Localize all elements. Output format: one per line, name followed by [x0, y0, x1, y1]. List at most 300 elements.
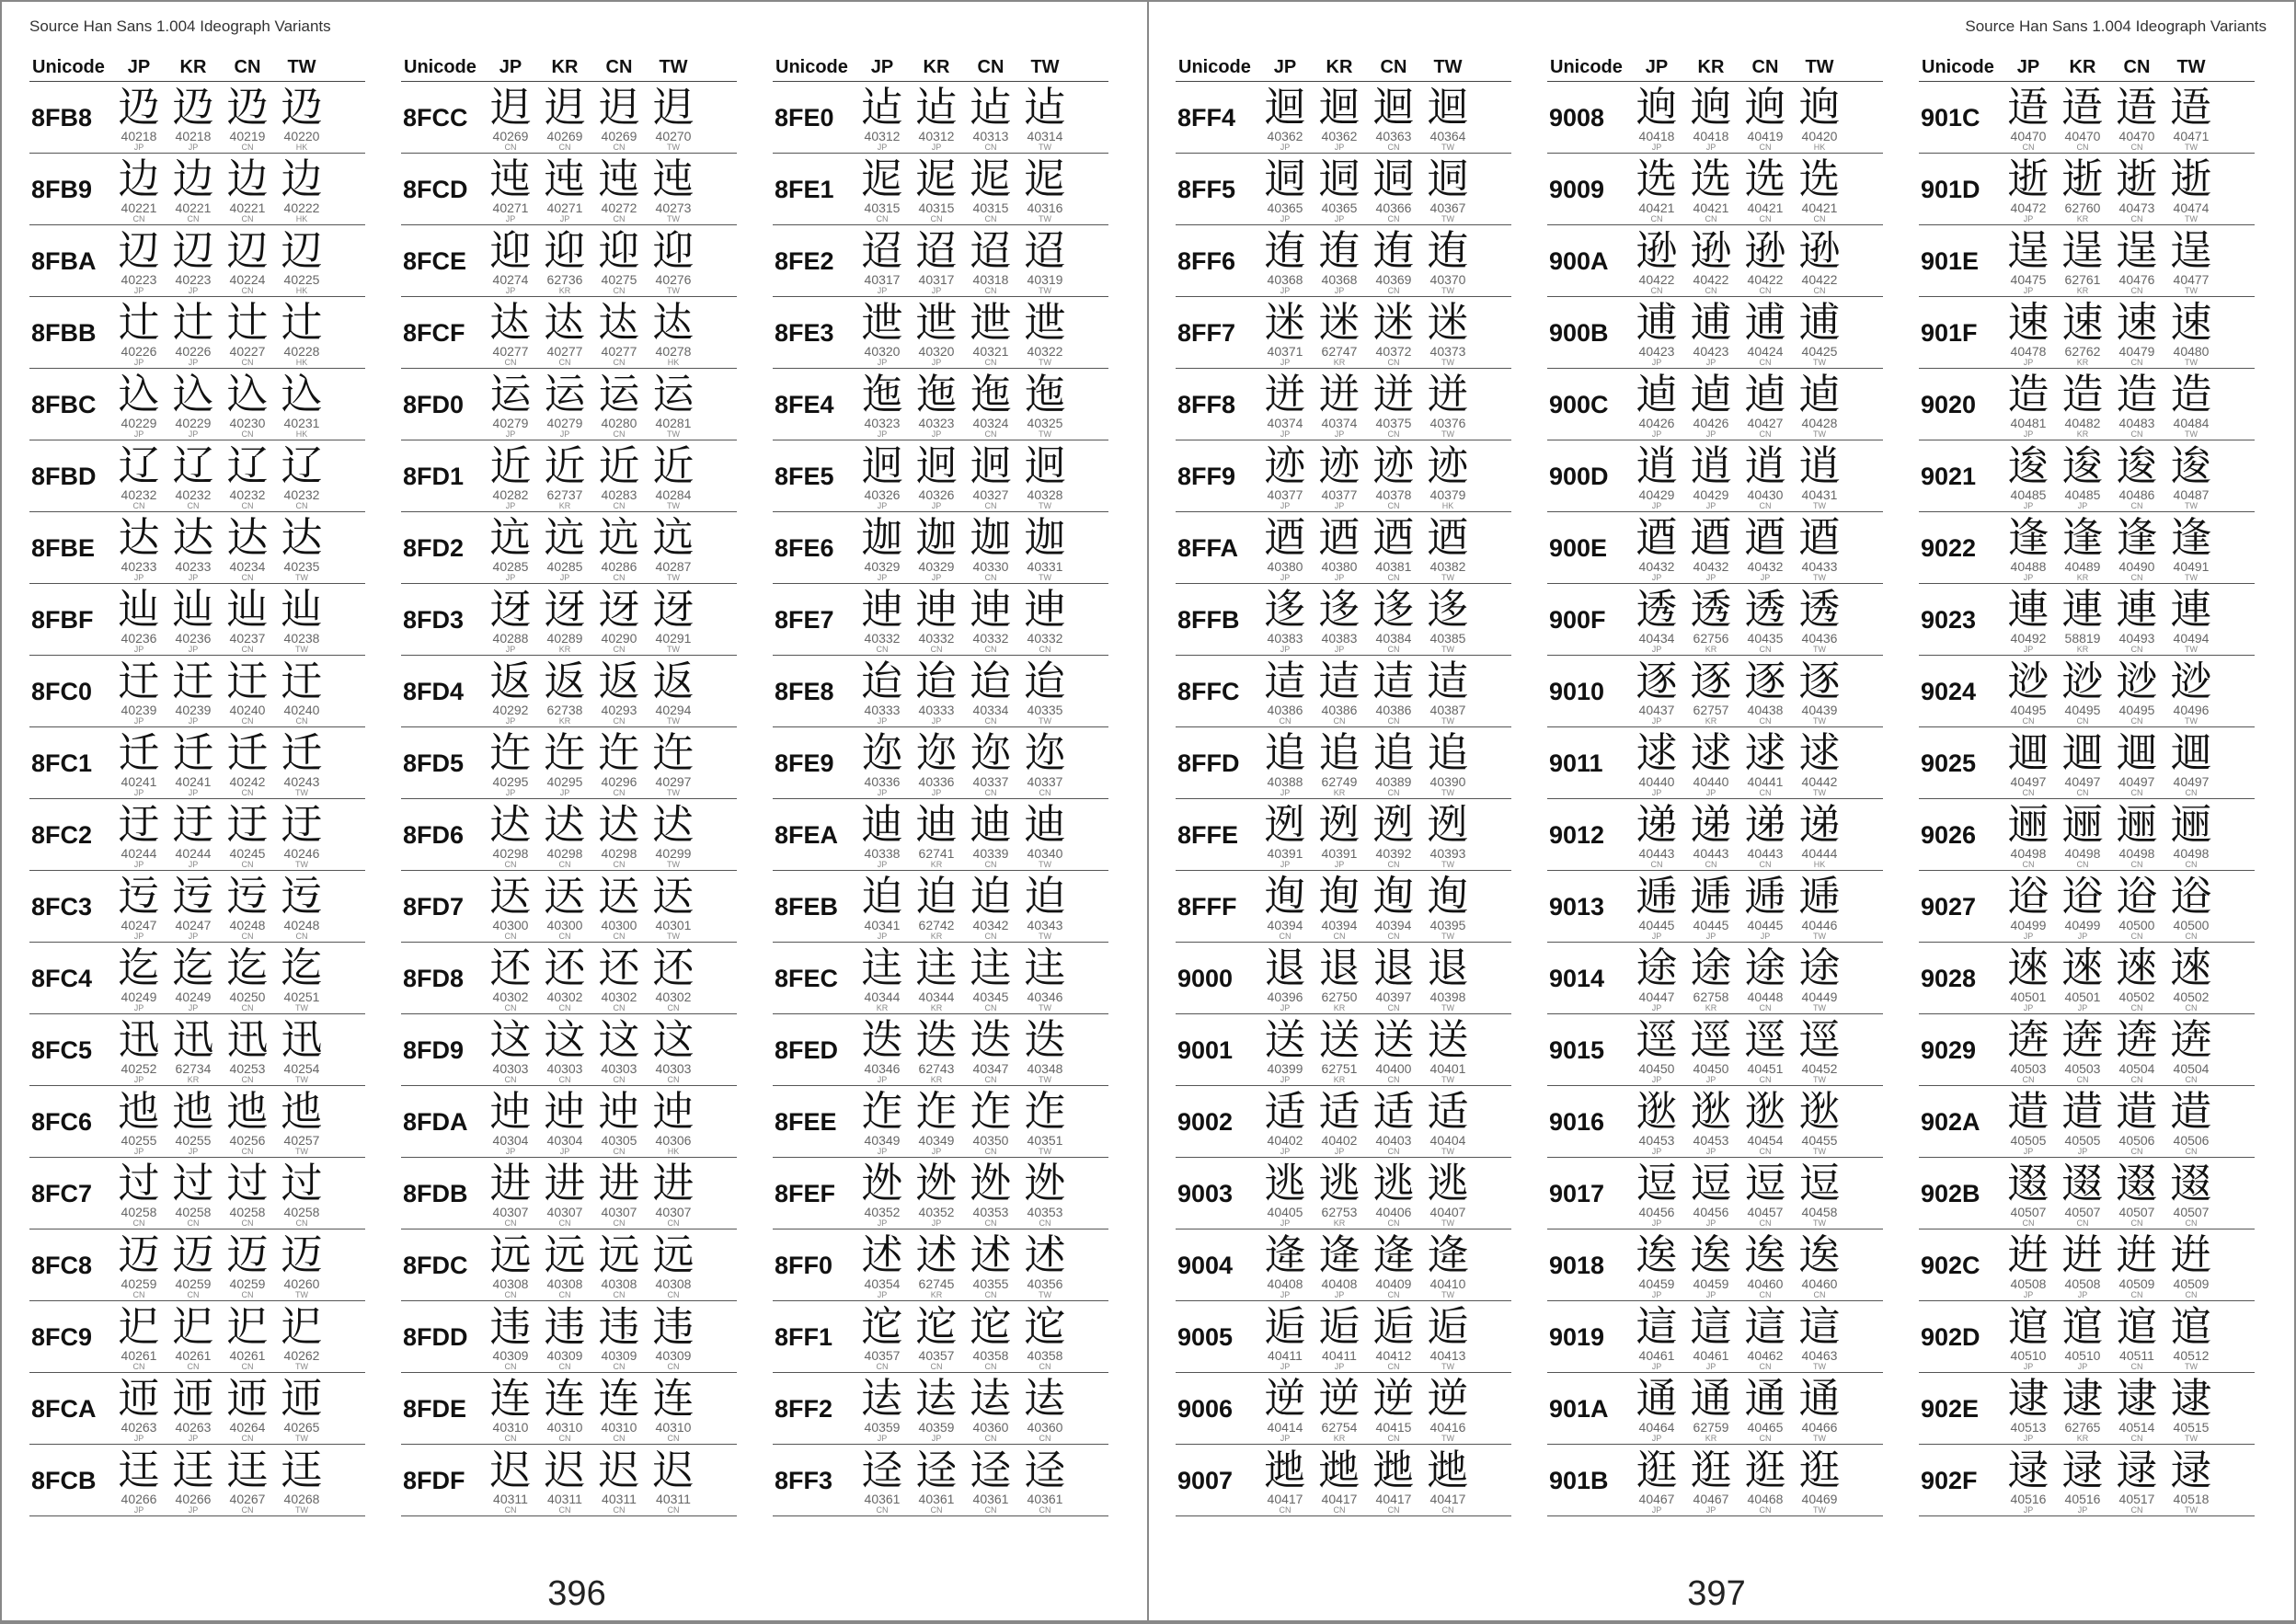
cid-number: 40421 [1801, 200, 1838, 215]
glyph: 迖 [598, 800, 640, 849]
cid-number: 62738 [546, 703, 583, 717]
glyph: 辽 [118, 441, 160, 490]
region-tag: CN [2130, 214, 2143, 223]
cid-number: 40269 [601, 129, 637, 143]
unicode-code: 8FC1 [31, 749, 93, 777]
region-tag: TW [1039, 860, 1051, 869]
glyph: 造 [2061, 370, 2104, 418]
glyph-cell [1792, 872, 1847, 941]
glyph-cell [2001, 154, 2056, 223]
region-tag: TW [2185, 286, 2198, 295]
glyph-cell [220, 154, 275, 223]
cid-number: 40498 [2173, 846, 2210, 861]
cid-number: 40333 [864, 703, 901, 717]
glyph-cell [909, 372, 964, 439]
glyph: 逈 [1636, 83, 1678, 132]
region-tag: JP [2023, 1362, 2034, 1371]
cid-number: 40411 [1322, 1348, 1357, 1363]
glyph: 逖 [1636, 1087, 1678, 1136]
glyph-cell [963, 1230, 1018, 1299]
region-tag: JP [1280, 429, 1291, 439]
table-row [1547, 154, 1883, 225]
glyph: 逈 [1690, 83, 1732, 132]
glyph: 迁 [172, 728, 214, 777]
glyph: 迒 [598, 513, 640, 562]
cid-number: 40237 [229, 631, 266, 646]
glyph-cell [646, 1087, 701, 1156]
glyph: 逊 [1690, 226, 1732, 275]
cid-number: 62761 [2064, 272, 2101, 287]
region-tag: CN [1333, 932, 1346, 941]
region-tag: CN [1039, 645, 1051, 654]
unicode-code: 8FF5 [1177, 176, 1236, 203]
region-tag: CN [930, 214, 943, 223]
glyph: 逓 [1744, 872, 1786, 921]
glyph-cell [1017, 1302, 1073, 1371]
glyph-cell [2001, 1087, 2056, 1156]
cid-number: 40495 [2010, 703, 2047, 717]
region-tag: TW [1039, 1003, 1051, 1012]
unicode-code: 8FBA [31, 247, 97, 275]
glyph-cell [2055, 1087, 2110, 1156]
glyph-cell [855, 513, 910, 582]
unicode-code: 8FF0 [775, 1252, 833, 1279]
glyph-cell [909, 946, 964, 1012]
cid-number: 40248 [283, 918, 320, 932]
glyph-cell [1257, 1230, 1313, 1299]
unicode-code: 8FE1 [775, 176, 834, 203]
region-tag: CN [2130, 860, 2143, 869]
glyph-cell [274, 1087, 329, 1156]
cid-number: 40366 [1375, 200, 1412, 215]
cid-number: 62747 [1321, 344, 1358, 359]
glyph-cell [220, 441, 275, 510]
cid-number: 40308 [655, 1276, 692, 1291]
glyph: 逓 [1636, 872, 1678, 921]
cid-number: 40425 [1801, 344, 1838, 359]
region-tag: JP [1705, 1147, 1716, 1156]
region-tag: JP [1334, 573, 1345, 582]
glyph: 迃 [118, 872, 160, 921]
cid-number: 40463 [1801, 1348, 1838, 1363]
region-tag: JP [133, 788, 144, 797]
glyph-cell [2109, 800, 2164, 869]
cid-number: 40313 [972, 129, 1009, 143]
glyph-cell [963, 800, 1018, 869]
glyph: 辻 [281, 298, 323, 347]
region-tag: JP [931, 1434, 942, 1443]
region-tag: TW [1039, 1075, 1051, 1084]
cid-number: 40274 [492, 272, 529, 287]
cid-number: 40271 [492, 200, 529, 215]
cid-number: 40453 [1693, 1133, 1729, 1148]
unicode-code: 9028 [1921, 965, 1977, 992]
cid-number: 62742 [918, 918, 955, 932]
region-tag: KR [930, 860, 943, 869]
glyph: 迣 [915, 298, 958, 347]
glyph: 逧 [2007, 872, 2049, 921]
glyph: 辺 [226, 226, 269, 275]
cid-number: 40456 [1638, 1205, 1675, 1219]
glyph: 迾 [1427, 800, 1469, 849]
glyph-cell [1312, 1015, 1367, 1084]
glyph: 逪 [2116, 1087, 2158, 1136]
glyph: 迂 [118, 800, 160, 849]
cid-number: 40460 [1747, 1276, 1784, 1291]
region-tag: JP [931, 358, 942, 367]
cid-number: 40501 [2064, 989, 2101, 1004]
glyph: 返 [652, 657, 695, 705]
glyph: 迅 [172, 1015, 214, 1064]
glyph-cell [909, 728, 964, 797]
region-tag: CN [1759, 286, 1772, 295]
region-tag: JP [877, 358, 888, 367]
glyph: 迲 [970, 1374, 1012, 1423]
glyph-cell [1257, 1448, 1313, 1515]
glyph-cell [909, 1161, 964, 1228]
glyph-cell [963, 946, 1018, 1012]
table-row [1176, 727, 1511, 799]
cid-number: 40444 [1801, 846, 1838, 861]
glyph-cell [537, 441, 592, 510]
glyph: 逄 [1264, 1230, 1306, 1279]
region-tag: KR [558, 716, 571, 726]
glyph-cell [274, 800, 329, 869]
glyph: 迣 [861, 298, 903, 347]
table-row [773, 1301, 1108, 1373]
unicode-code: 900D [1549, 463, 1609, 490]
glyph: 辿 [226, 585, 269, 634]
cid-number: 40485 [2010, 487, 2047, 502]
glyph-cell [1366, 441, 1421, 510]
region-tag: CN [1759, 1218, 1772, 1228]
glyph-cell [1792, 1087, 1847, 1156]
glyph-cell [1366, 513, 1421, 582]
glyph-cell [1366, 1087, 1421, 1156]
region-tag: KR [930, 1075, 943, 1084]
unicode-code: 8FDE [403, 1395, 467, 1423]
region-tag: JP [1651, 788, 1662, 797]
glyph: 迷 [1318, 298, 1360, 347]
region-tag: CN [613, 143, 626, 152]
cid-number: 40369 [1375, 272, 1412, 287]
glyph-cell [274, 441, 329, 510]
region-tag: CN [984, 860, 997, 869]
cid-number: 40310 [601, 1420, 637, 1435]
glyph-cell [166, 154, 221, 223]
table-row [29, 1158, 365, 1229]
table-row [1176, 154, 1511, 225]
header-kr: KR [1326, 57, 1353, 77]
cid-number: 40403 [1375, 1133, 1412, 1148]
column-header [401, 55, 737, 82]
region-tag: JP [1651, 573, 1662, 582]
glyph-cell [1312, 513, 1367, 582]
region-tag: CN [1387, 286, 1400, 295]
region-tag: CN [558, 1075, 571, 1084]
region-tag: HK [295, 429, 308, 439]
glyph-cell [1312, 226, 1367, 295]
region-tag: CN [187, 1290, 200, 1299]
unicode-code: 9018 [1549, 1252, 1605, 1279]
glyph: 迏 [489, 298, 532, 347]
glyph-cell [1738, 585, 1793, 654]
glyph-cell [1366, 226, 1421, 295]
glyph-cell [274, 728, 329, 797]
cid-number: 40420 [1801, 129, 1838, 143]
glyph: 迼 [1318, 657, 1360, 705]
glyph: 造 [2007, 370, 2049, 418]
glyph: 逥 [2007, 728, 2049, 777]
region-tag: CN [241, 716, 254, 726]
table-row [1919, 440, 2255, 512]
glyph: 适 [1372, 1087, 1415, 1136]
cid-number: 40512 [2173, 1348, 2210, 1363]
table-row [1919, 943, 2255, 1014]
glyph-cell [166, 1302, 221, 1371]
glyph: 迖 [652, 800, 695, 849]
header-unicode: Unicode [404, 57, 476, 77]
glyph-cell [1683, 728, 1739, 797]
glyph: 迨 [915, 657, 958, 705]
cid-number: 40505 [2064, 1133, 2101, 1148]
cid-number: 40435 [1747, 631, 1784, 646]
glyph-cell [909, 1374, 964, 1443]
glyph: 迭 [1024, 1015, 1066, 1064]
glyph: 逇 [1264, 1446, 1306, 1494]
glyph: 逫 [2007, 1159, 2049, 1207]
region-tag: JP [1705, 932, 1716, 941]
region-tag: CN [2130, 501, 2143, 510]
glyph-cell [1738, 872, 1793, 941]
glyph-cell [1257, 513, 1313, 582]
region-tag: CN [667, 1003, 680, 1012]
cid-number: 40357 [918, 1348, 955, 1363]
glyph: 迋 [118, 1446, 160, 1494]
glyph: 迈 [118, 1230, 160, 1279]
glyph: 逆 [1264, 1374, 1306, 1423]
glyph-cell [166, 585, 221, 654]
glyph-cell [1792, 1448, 1847, 1515]
cid-number: 40308 [546, 1276, 583, 1291]
glyph: 逎 [1690, 513, 1732, 562]
cid-number: 40336 [864, 774, 901, 789]
unicode-code: 8FEF [775, 1180, 836, 1207]
region-tag: CN [241, 860, 254, 869]
table-row [773, 82, 1108, 154]
glyph: 迚 [544, 1087, 586, 1136]
unicode-code: 8FC8 [31, 1252, 93, 1279]
region-tag: CN [1813, 214, 1826, 223]
glyph: 迊 [226, 1374, 269, 1423]
cid-number: 40502 [2118, 989, 2155, 1004]
unicode-code: 8FF7 [1177, 319, 1236, 347]
glyph-cell [1629, 585, 1684, 654]
cid-number: 40299 [655, 846, 692, 861]
glyph: 迚 [489, 1087, 532, 1136]
region-tag: CN [984, 1218, 997, 1228]
glyph-cell [483, 1374, 538, 1443]
region-tag: CN [558, 1003, 571, 1012]
glyph: 逘 [1744, 1230, 1786, 1279]
cid-number: 40367 [1429, 200, 1466, 215]
header-jp: JP [127, 57, 151, 77]
header-cn: CN [234, 57, 261, 77]
unicode-code: 8FC2 [31, 821, 93, 849]
cid-number: 40323 [918, 416, 955, 430]
region-tag: CN [2130, 788, 2143, 797]
cid-number: 40467 [1693, 1492, 1729, 1506]
cid-number: 40302 [655, 989, 692, 1004]
glyph: 迥 [970, 441, 1012, 490]
glyph: 込 [118, 370, 160, 418]
region-tag: CN [1387, 1362, 1400, 1371]
glyph: 辽 [172, 441, 214, 490]
region-tag: JP [1705, 1290, 1716, 1299]
glyph: 逐 [1798, 657, 1841, 705]
cid-number: 40279 [546, 416, 583, 430]
region-tag: TW [295, 1505, 308, 1515]
cid-number: 40423 [1638, 344, 1675, 359]
cid-number: 40233 [175, 559, 212, 574]
region-tag: JP [1651, 1147, 1662, 1156]
unicode-code: 8FF8 [1177, 391, 1236, 418]
cid-number: 40352 [918, 1205, 955, 1219]
cid-number: 40221 [121, 200, 157, 215]
region-tag: TW [667, 143, 680, 152]
unicode-code: 8FF1 [775, 1323, 833, 1351]
glyph-cell [2109, 659, 2164, 726]
cid-number: 40489 [2064, 559, 2101, 574]
glyph: 迌 [598, 83, 640, 132]
glyph-cell [1366, 1302, 1421, 1371]
glyph-cell [1629, 1087, 1684, 1156]
glyph-cell [111, 1374, 166, 1443]
glyph-cell [1366, 1015, 1421, 1084]
cid-number: 40378 [1375, 487, 1412, 502]
table-row [1547, 871, 1883, 943]
glyph: 逝 [2170, 154, 2212, 203]
glyph: 迀 [281, 657, 323, 705]
glyph: 辻 [118, 298, 160, 347]
region-tag: TW [667, 932, 680, 941]
cid-number: 40418 [1638, 129, 1675, 143]
region-tag: CN [241, 1290, 254, 1299]
glyph-cell [166, 1448, 221, 1515]
glyph-cell [1792, 513, 1847, 582]
unicode-code: 9022 [1921, 534, 1977, 562]
cid-number: 40490 [2118, 559, 2155, 574]
table-row [1176, 82, 1511, 154]
glyph-cell [591, 298, 647, 367]
glyph: 迃 [172, 872, 214, 921]
glyph: 迪 [861, 800, 903, 849]
cid-number: 40364 [1429, 129, 1466, 143]
header-unicode: Unicode [1178, 57, 1251, 77]
region-tag: CN [613, 788, 626, 797]
glyph-cell [2164, 226, 2219, 295]
region-tag: CN [1387, 1218, 1400, 1228]
region-tag: JP [1705, 788, 1716, 797]
region-tag: CN [241, 429, 254, 439]
glyph: 迉 [226, 1302, 269, 1351]
table-row [773, 440, 1108, 512]
glyph-cell [1420, 372, 1475, 439]
glyph-cell [2109, 1374, 2164, 1443]
glyph-cell [1792, 1161, 1847, 1228]
glyph-cell [1420, 728, 1475, 797]
glyph-cell [2001, 585, 2056, 654]
glyph: 迹 [1264, 441, 1306, 490]
glyph: 过 [118, 1159, 160, 1207]
glyph-cell [111, 1015, 166, 1084]
glyph: 逈 [1798, 83, 1841, 132]
glyph-cell [1257, 83, 1313, 152]
region-tag: CN [984, 716, 997, 726]
region-tag: CN [2022, 1218, 2035, 1228]
glyph: 逘 [1690, 1230, 1732, 1279]
glyph: 迱 [915, 1302, 958, 1351]
glyph: 迶 [1264, 226, 1306, 275]
glyph-cell [537, 1015, 592, 1084]
cid-number: 62736 [546, 272, 583, 287]
glyph: 迴 [1427, 83, 1469, 132]
glyph-cell [1629, 298, 1684, 367]
unicode-code: 8FC5 [31, 1036, 93, 1064]
glyph-cell [483, 1161, 538, 1228]
glyph-cell [1017, 372, 1073, 439]
region-tag: JP [931, 143, 942, 152]
cid-number: 40429 [1693, 487, 1729, 502]
unicode-code: 8FCB [31, 1467, 97, 1494]
cid-number: 40442 [1801, 774, 1838, 789]
cid-number: 40399 [1267, 1061, 1303, 1076]
glyph-cell [274, 226, 329, 295]
glyph: 迱 [970, 1302, 1012, 1351]
region-tag: TW [295, 1290, 308, 1299]
glyph: 迬 [861, 944, 903, 992]
glyph-cell [220, 372, 275, 439]
glyph-cell [483, 513, 538, 582]
region-tag: CN [1387, 645, 1400, 654]
region-tag: TW [1441, 1290, 1454, 1299]
region-tag: CN [558, 1362, 571, 1371]
region-tag: TW [1441, 1147, 1454, 1156]
glyph-cell [1420, 441, 1475, 510]
cid-number: 40266 [121, 1492, 157, 1506]
table-row [1919, 82, 2255, 154]
glyph-cell [483, 1087, 538, 1156]
cid-number: 40406 [1375, 1205, 1412, 1219]
region-tag: KR [1333, 1434, 1346, 1443]
cid-number: 40500 [2118, 918, 2155, 932]
unicode-code: 9014 [1549, 965, 1605, 992]
cid-number: 40339 [972, 846, 1009, 861]
glyph-cell [591, 585, 647, 654]
glyph-cell [1792, 585, 1847, 654]
glyph-cell [111, 1087, 166, 1156]
region-tag: JP [1760, 573, 1771, 582]
glyph-cell [963, 1448, 1018, 1515]
table-row [1547, 1373, 1883, 1445]
glyph-cell [220, 1161, 275, 1228]
unicode-code: 8FF2 [775, 1395, 833, 1423]
glyph: 迶 [1318, 226, 1360, 275]
glyph-cell [111, 728, 166, 797]
glyph-cell [537, 585, 592, 654]
header-jp: JP [1273, 57, 1297, 77]
cid-number: 40323 [864, 416, 901, 430]
